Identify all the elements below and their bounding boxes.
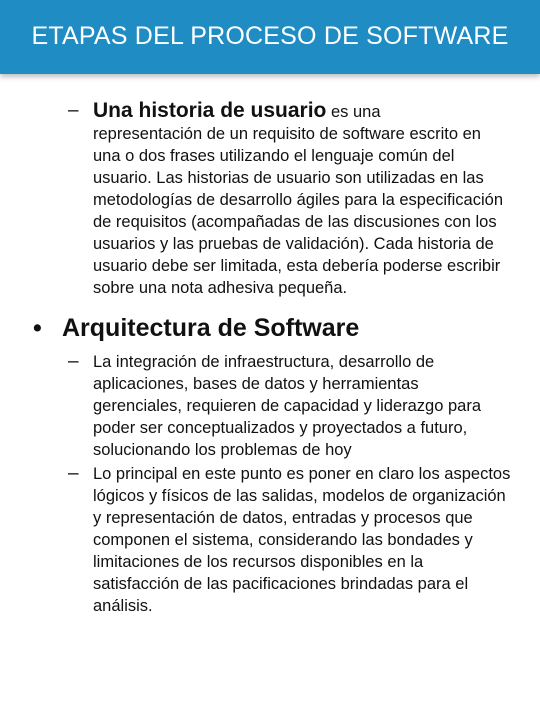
architecture-heading: Arquitectura de Software — [62, 314, 360, 342]
architecture-point-text: La integración de infraestructura, desarrollo de aplicaciones, bases de datos y herramientas gerenciales, requieren de capacidad y liderazgo para poder ser conceptualizados y proyectados a futuro, solucionando los problemas de hoy — [93, 353, 481, 459]
architecture-point-1 — [0, 351, 540, 461]
slide-title: ETAPAS DEL PROCESO DE SOFTWARE — [31, 22, 509, 50]
dash-marker: – — [68, 100, 79, 121]
dash-marker: – — [68, 351, 79, 372]
title-bar — [0, 0, 540, 74]
user-story-item — [0, 100, 540, 299]
architecture-point-text: Lo principal en este punto es poner en claro los aspectos lógicos y físicos de las salidas, modelos de organización y representación de datos, entradas y procesos que componen el sistema, considerando las bondades y limitaciones de los recursos disponibles en la satisfacción de las pacificaciones brindadas para el análisis. — [93, 465, 511, 615]
architecture-point-2 — [0, 463, 540, 617]
user-story-heading: Una historia de usuario — [93, 99, 327, 122]
architecture-item — [0, 313, 540, 343]
user-story-lead: es una — [326, 103, 381, 121]
user-story-text: representación de un requisito de software escrito en una o dos frases utilizando el lenguaje común del usuario. Las historias de usuario son utilizadas en las metodologías de desarrollo ágiles para la especificación de requisitos (acompañadas de las discusiones con los usuarios y las pruebas de validación). Cada historia de usuario debe ser limitada, esta debería poderse escribir sobre una nota adhesiva pequeña. — [93, 125, 503, 297]
bullet-marker: • — [33, 314, 42, 342]
slide-content — [0, 100, 540, 617]
dash-marker: – — [68, 463, 79, 484]
